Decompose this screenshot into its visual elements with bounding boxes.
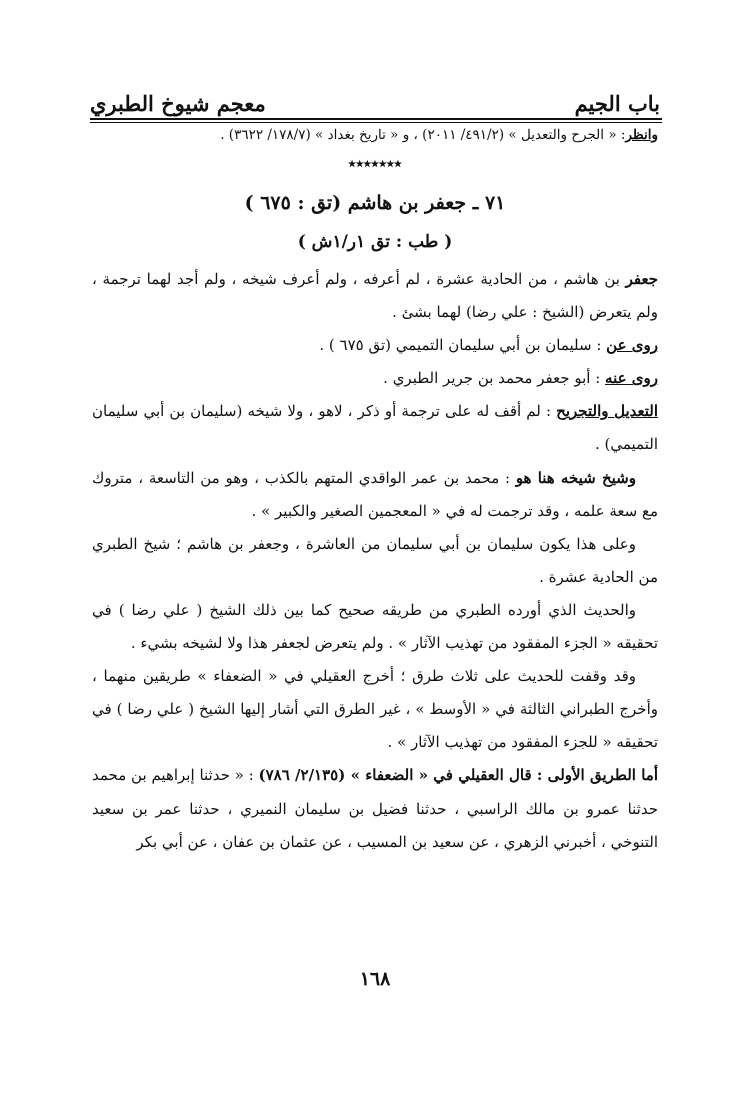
paragraph-text: بن هاشم ، من الحادية عشرة ، لم أعرفه ، ولم أعرف شيخه ، ولم أجد لهما ترجمة ، ولم يتعرض (الشيخ : علي رضا) لهما بشئ . (92, 270, 658, 322)
section-separator: ٭٭٭٭٭٭٭ (348, 156, 402, 172)
chapter-title: باب الجيم (574, 91, 660, 116)
paragraph-text: : أبو جعفر محمد بن جرير الطبري . (383, 369, 606, 388)
paragraph-narrated-by (92, 362, 658, 395)
paragraph-lead: وشيخ شيخه هنا هو (515, 468, 636, 487)
paragraph-lead: جعفر (625, 270, 658, 288)
paragraph-first-route (92, 759, 658, 858)
paragraph-text: : لم أقف له على ترجمة أو ذكر ، لاهو ، ولا شيخه (سليمان بن أبي سليمان التميمي) . (92, 402, 658, 454)
paragraph-lead: روى عنه (605, 369, 658, 388)
paragraph-narrated-from (92, 329, 658, 362)
paragraph-lead: روى عن (606, 336, 658, 355)
paragraph-lead: أما الطريق الأولى : قال العقيلي في « الضعفاء » (٢/١٣٥/ ٧٨٦) (258, 766, 659, 785)
header-rule-thin (90, 122, 662, 123)
running-header (90, 78, 660, 114)
paragraph-routes: وقد وقفت للحديث على ثلاث طرق ؛ أخرج العقيلي في « الضعفاء » طريقين منهما ، وأخرج الطبراني الثالثة في « الأوسط » ، غير الطرق التي أشار إليها الشيخ ( علي رضا ) في تحقيقه « للجزء المفقود من تهذيب الآثار » . (92, 667, 658, 752)
paragraph-intro (92, 263, 658, 329)
reference-label: وانظر (625, 127, 658, 143)
paragraph-text: : سليمان بن أبي سليمان التميمي (تق ٦٧٥ ) . (319, 336, 607, 355)
paragraph-text: : محمد بن عمر الواقدي المتهم بالكذب ، وهو من التاسعة ، متروك مع سعة علمه ، وقد ترجمت له في « المعجمين الصغير والكبير » . (92, 468, 658, 520)
paragraph-grading (92, 395, 658, 461)
paragraph-lead: التعديل والتجريح (556, 402, 658, 421)
entry-body (92, 263, 658, 859)
entry-subtitle: ( طب : تق ١ر/١ش ) (297, 232, 453, 252)
entry-title: ٧١ ـ جعفر بن هاشم (تق : ٦٧٥ ) (244, 192, 506, 214)
paragraph-hadith: والحديث الذي أورده الطبري من طريقه صحيح كما بين ذلك الشيخ ( علي رضا ) في تحقيقه « الجزء المفقود من تهذيب الآثار » . ولم يتعرض لجعفر هذا ولا لشيخه بشيء . (92, 600, 658, 653)
paragraph-conclusion: وعلى هذا يكون سليمان بن أبي سليمان من العاشرة ، وجعفر بن هاشم ؛ شيخ الطبري من الحادية عشرة . (92, 534, 658, 586)
reference-line (92, 124, 658, 146)
reference-text: : « الجرح والتعديل » (٤٩١/٢/ ٢٠١١) ، و « تاريخ بغداد » (١٧٨/٧/ ٣٦٢٢) . (220, 127, 626, 143)
page-number: ١٦٨ (359, 968, 391, 990)
paragraph-text: : « حدثنا إبراهيم بن محمد حدثنا عمرو بن مالك الراسبي ، حدثنا فضيل بن سليمان النميري ، حدثنا عمر بن سعيد التنوخي ، أخبرني الزهري ، عن سعيد بن المسيب ، عن عثمان بن عفان ، عن أبي بكر (92, 766, 658, 851)
book-title: معجم شيوخ الطبري (90, 91, 266, 116)
paragraph-teacher-of-teacher (92, 462, 658, 528)
header-rule-thick (90, 118, 662, 120)
